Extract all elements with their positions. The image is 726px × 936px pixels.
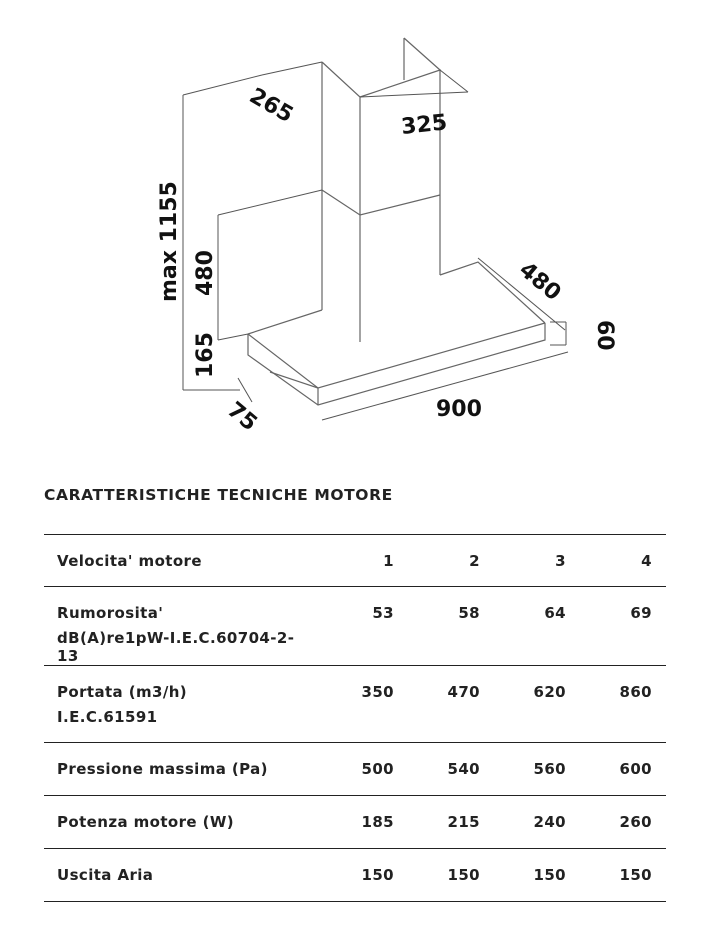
row-value: 150 (619, 866, 652, 884)
dim-max-height: max 1155 (157, 181, 182, 302)
row-value: 215 (447, 813, 480, 831)
row-value: 860 (619, 683, 652, 701)
dim-chimney-height: 480 (193, 250, 218, 296)
chimney-lower (322, 190, 440, 342)
row-value: 560 (533, 760, 566, 778)
table-row (44, 587, 666, 666)
row-value: 53 (372, 604, 394, 622)
row-value: 185 (361, 813, 394, 831)
dimension-lines (183, 62, 568, 420)
row-value: 540 (447, 760, 480, 778)
row-label: Portata (m3/h) I.E.C.61591 (44, 666, 314, 743)
row-label: Velocita' motore (57, 552, 202, 570)
row-value: 620 (533, 683, 566, 701)
dim-hood-depth: 480 (514, 257, 566, 307)
row-value: 150 (447, 866, 480, 884)
row-value: 4 (641, 552, 652, 570)
row-value: 600 (619, 760, 652, 778)
row-label: Uscita Aria (57, 866, 154, 884)
row-sublabel: dB(A)re1pW-I.E.C.60704-2-13 (57, 629, 295, 665)
row-sublabel: I.E.C.61591 (57, 708, 158, 726)
dim-hood-width: 900 (436, 397, 482, 422)
row-value: 500 (361, 760, 394, 778)
row-label: Potenza motore (W) (57, 813, 235, 831)
table-row (44, 743, 666, 796)
dim-hood-height: 165 (193, 332, 218, 378)
row-value: 260 (619, 813, 652, 831)
row-value: 150 (533, 866, 566, 884)
row-value: 64 (544, 604, 566, 622)
row-value: 470 (447, 683, 480, 701)
dim-hood-thickness: 60 (592, 320, 617, 351)
row-value: 350 (361, 683, 394, 701)
dim-depth-top: 265 (245, 83, 298, 129)
row-value: 150 (361, 866, 394, 884)
row-value: 69 (630, 604, 652, 622)
dim-width-top: 325 (400, 110, 449, 140)
hood-body (248, 262, 545, 405)
table-row (44, 666, 666, 743)
table-row (44, 796, 666, 849)
table-title: CARATTERISTICHE TECNICHE MOTORE (44, 486, 393, 504)
row-label: Rumorosita' dB(A)re1pW-I.E.C.60704-2-13 (44, 587, 314, 666)
dim-front-height: 75 (222, 397, 262, 437)
row-value: 3 (555, 552, 566, 570)
motor-specs-table (44, 534, 666, 902)
row-value: 2 (469, 552, 480, 570)
hood-technical-drawing (0, 0, 726, 460)
row-value: 58 (458, 604, 480, 622)
row-label: Pressione massima (Pa) (57, 760, 268, 778)
row-value: 1 (383, 552, 394, 570)
table-row (44, 535, 666, 587)
row-value: 240 (533, 813, 566, 831)
table-row (44, 849, 666, 902)
